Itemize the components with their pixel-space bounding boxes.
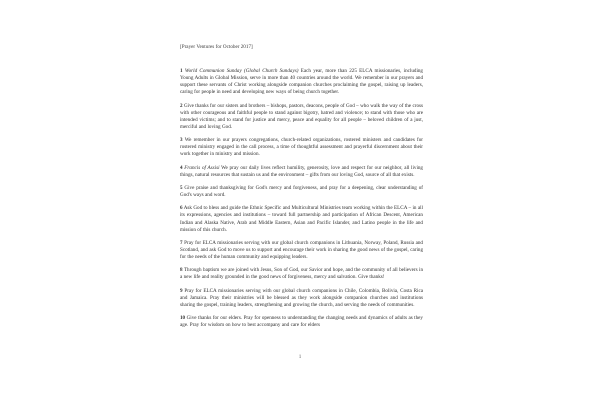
paragraph-number: 9 [180, 287, 183, 294]
paragraph [180, 315, 423, 329]
paragraph-lead-italic: Francis of Assisi [184, 164, 220, 171]
paragraph [180, 103, 423, 131]
paragraph-lead-italic: World Communion Sunday (Global Church Sundays) [184, 68, 299, 74]
paragraph-text: Give praise and thanksgiving for God's mercy and forgiveness, and pray for a deepening, clear understanding of God's ways and word. [180, 184, 423, 199]
paragraph-text: Through baptism we are joined with Jesus, Son of God, our Savior and hope, and the community of all believers in a new life and reality grounded in the good news of forgiveness, mercy and salvation. Give thanks! [180, 267, 423, 281]
paragraph-number: 2 [180, 102, 183, 109]
paragraph-list [180, 68, 423, 329]
paragraph-text: Give thanks for our sisters and brothers – bishops, pastors, deacons, people of God – who walk the way of the cross with other courageous and faithful people to stand against bigotry, hatred and violence; to stand with those who are intended victims; and to stand for justice and mercy, peace and equality for all people – beloved children of a just, merciful and loving God. [180, 102, 423, 130]
paragraph-text: Pray for ELCA missionaries serving with our global church companions in Lithuania, Norway, Poland, Russia and Scotland, and ask God to move us to support and encourage their work in sharing the good news of the gospel, caring for the needs of the human community and equipping leaders. [180, 239, 423, 261]
paragraph-text: Each year, more than 225 ELCA missionaries, including Young Adults in Global Mission, serve in more than 40 countries around the world. We remember in our prayers and support these servants of Christ working alongside companion churches proclaiming the gospel, raising up leaders, caring for people in need and developing new ways of being church together. [180, 68, 423, 96]
paragraph [180, 205, 423, 233]
paragraph-text: Ask God to bless and guide the Ethnic Specific and Multicultural Ministries team working within the ELCA – in all its expressions, agencies and institutions – toward full partnership and participation of African Descent, American Indian and Alaska Native, Arab and Middle Eastern, Asian and Pacific Islander, and Latino people in the life and mission of this church. [180, 205, 423, 233]
paragraph-number: 3 [180, 137, 183, 144]
document-header: [Prayer Ventures for October 2017] [180, 44, 253, 50]
paragraph [180, 267, 423, 281]
paragraph [180, 240, 423, 261]
paragraph-number: 1 [180, 68, 183, 74]
paragraph-text: Pray for ELCA missionaries serving with our global church companions in Chile, Colombia, Bolivia, Costa Rica and Jamaica. Pray their ministries will be blessed as they work alongside companion churches and institutions sharing the gospel, training leaders, strengthening and growing the church, and serving the needs of communities. [180, 287, 423, 308]
paragraph-text: We pray our daily lives reflect humility, generosity, love and respect for our neighbor, all living things, natural resources that sustain us and the environment – gifts from our loving God, source of all that exists. [180, 164, 423, 178]
paragraph-number: 6 [180, 205, 183, 212]
paragraph-text: We remember in our prayers congregations, church-related organizations, rostered ministers and candidates for rostered ministry engaged in the call process, a time of thoughtful assessment and prayerful discernment about their work together in ministry and mission. [180, 137, 423, 158]
paragraph [180, 68, 423, 96]
paragraph-number: 10 [180, 315, 186, 322]
paragraph-number: 7 [180, 239, 183, 246]
page-number: 1 [298, 354, 302, 360]
paragraph-number: 4 [180, 164, 183, 171]
paragraph-number: 5 [180, 184, 183, 191]
paragraph-number: 8 [180, 267, 183, 274]
paragraph-text: Give thanks for our elders. Pray for openness to understanding the changing needs and dynamics of adults as they age. Pray for wisdom on how to best accompany and care for elders [180, 315, 423, 329]
paragraph [180, 165, 423, 179]
paragraph [180, 185, 423, 199]
document-body [180, 44, 423, 329]
paragraph [180, 288, 423, 309]
paragraph [180, 137, 423, 158]
